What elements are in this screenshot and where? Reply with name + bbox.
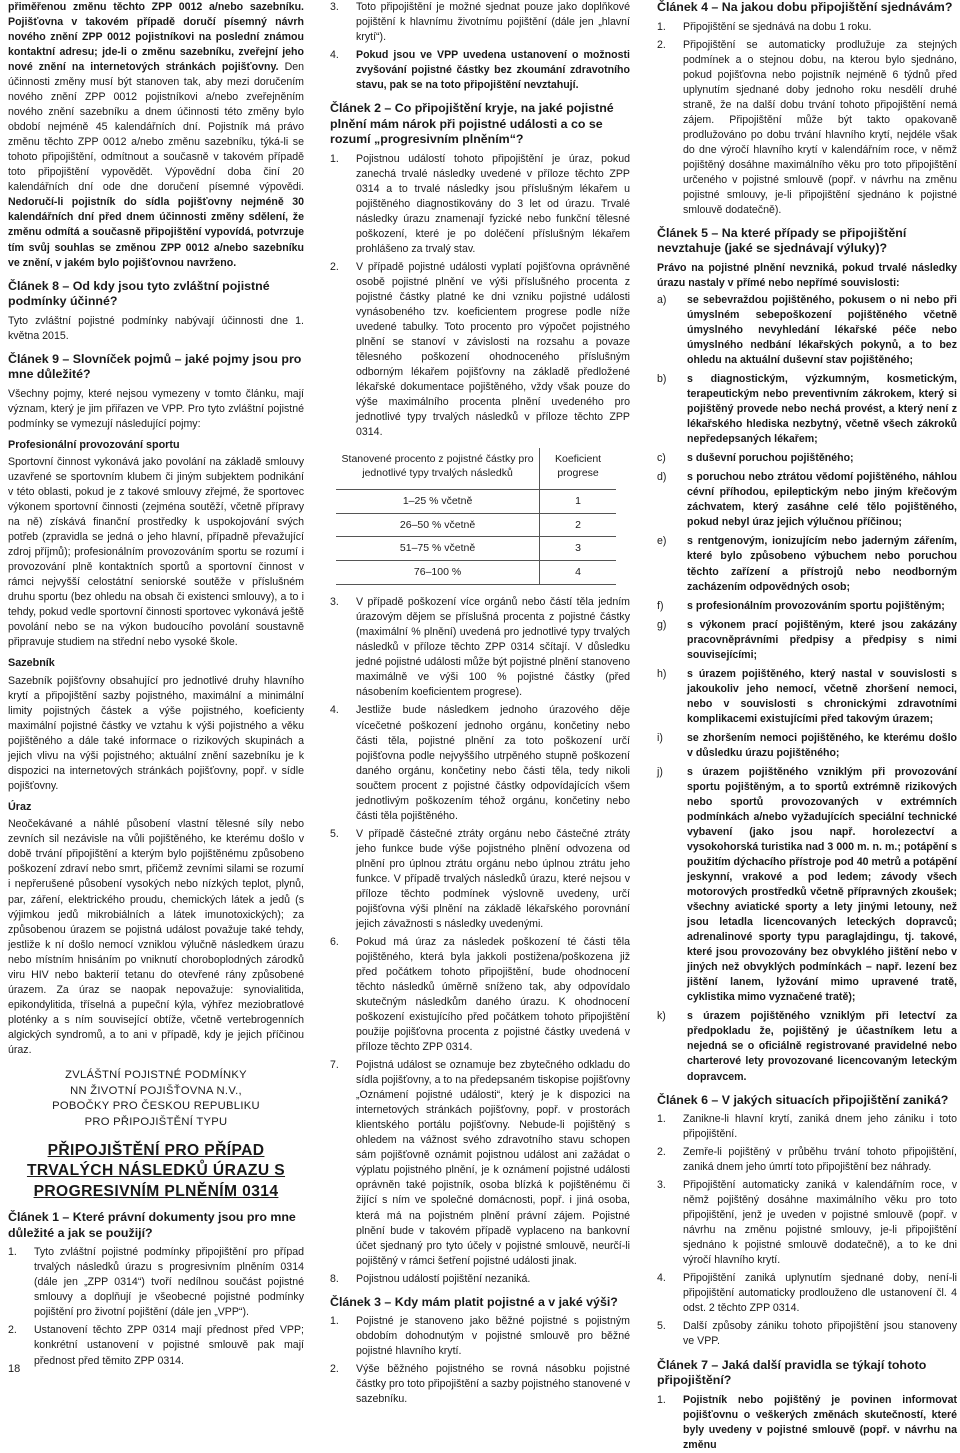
list-item-number: d) bbox=[657, 471, 667, 484]
list-item-number: 5. bbox=[657, 1320, 666, 1333]
list-item-text: s rentgenovým, ionizujícím nebo jaderným zářením, které bylo způsobeno výbuchem nebo poruchou těchto zařízení a přístrojů nebo neodborným zacházením odpovědných osob; bbox=[687, 535, 957, 593]
list-item-number: 3. bbox=[330, 596, 339, 609]
list-item-number: f) bbox=[657, 599, 664, 612]
table-row bbox=[336, 537, 616, 561]
article-5-list bbox=[657, 293, 957, 1085]
table-cell-coefficient: 4 bbox=[540, 561, 616, 585]
article-7-list bbox=[657, 1393, 957, 1453]
list-item-number: b) bbox=[657, 373, 667, 386]
list-item-text: Zemře-li pojištěný v průběhu trvání tohoto připojištění, zaniká dnem jeho úmrtí toto připojištění bez náhrady. bbox=[683, 1146, 957, 1174]
list-item bbox=[330, 0, 630, 45]
list-item bbox=[657, 534, 957, 594]
list-item bbox=[657, 1112, 957, 1142]
caps-heading-line: POBOČKY PRO ČESKOU REPUBLIKU bbox=[52, 1100, 260, 1113]
list-item bbox=[330, 827, 630, 932]
article-3-title: Článek 3 – Kdy mám platit pojistné a v jaké výši? bbox=[330, 1294, 618, 1309]
list-item-number: a) bbox=[657, 293, 667, 306]
list-item-text: Výše běžného pojistného se rovná násobku pojistné částky pro toto připojištění a sazby pojistného stanovené v sazebníku. bbox=[356, 1363, 630, 1406]
term-title: Sazebník bbox=[8, 657, 55, 670]
table-header-left: Stanovené procento z pojistné částky pro jednotlivé typy trvalých následků bbox=[336, 448, 540, 489]
intro-bold-text-2: Nedoručí-li pojistník do sídla pojišťovny nejméně 30 kalendářních dní před dnem účinnosti změny sdělení, že změnu odmítá a současně připojištění vypovídá, potvrzuje tím svůj souhlas se změnou ZPP 0012 a/nebo sazebníku ve znění, v jakém bylo pojišťovnou navrženo. bbox=[8, 196, 304, 269]
article-9-text: Všechny pojmy, které nejsou vymezeny v tomto článku, mají význam, který je jim přiřazen ve VPP. Pro tyto zvláštní pojistné podmínky se vymezují následující pojmy: bbox=[8, 387, 304, 430]
list-item bbox=[657, 667, 957, 727]
article-9-title: Článek 9 – Slovníček pojmů – jaké pojmy jsou pro mne důležité? bbox=[8, 351, 302, 382]
article-7-title: Článek 7 – Jaká další pravidla se týkají tohoto připojištění? bbox=[657, 1357, 927, 1387]
list-item bbox=[657, 20, 957, 35]
list-item bbox=[330, 260, 630, 440]
list-item bbox=[657, 1393, 957, 1453]
intro-text: Den účinnosti změny musí být stanoven tak, aby mezi doručením nového znění ZPP 0012 pojistníkovi a/nebo zveřejněním nového znění sazebníku a dnem účinnosti této změny bylo období nejméně 45 kalendářních dní. Pojistník má právo změnu těchto ZPP 0012 a/nebo změnu sazebníku, týká-li se tohoto připojištění, odmítnout a současně v takovém případě toto připojištění vypovědět. Výpovědní doba činí 20 kalendářních dní ode dne doručení písemné výpovědi. bbox=[8, 61, 304, 194]
list-item-number: 3. bbox=[657, 1179, 666, 1192]
term-title: Profesionální provozování sportu bbox=[8, 438, 180, 451]
list-item-text: Jestliže bude následkem jednoho úrazového děje vícečetné poškození jednoho orgánu, končetiny nebo části těla, pojistné plnění za toto poškození určí pojišťovna podle nejvyššího utrpěného stupně poškození daného orgánu, končetiny nebo části těla, tedy nikoli součtem procent z pojistné částky odpovídajících všem jednotlivým poškozením téhož orgánu, končetiny nebo části těla pojištěného. bbox=[356, 704, 630, 822]
table-cell-range: 1–25 % včetně bbox=[336, 489, 540, 513]
list-item-text: Připojištění se automaticky prodlužuje za stejných podmínek a o stejnou dobu, na kterou bylo sjednáno, pokud pojišťovna nebo pojistník nejméně 6 týdnů před uplynutím sjednané doby jednoho roku nesdělí druhé straně, že na další dobu trvání tohoto připojištění nemá zájem. Připojištění může být takto opakovaně prodlužováno po dobu trvání hlavního krytí, nejdéle však do dne výročí hlavního krytí v kalendářním roce, v němž pojištěný dosáhne maximálního věku pro toto připojištění určeného v pojistné smlouvě (popř. v návrhu na změnu pojistné smlouvy, je-li připojištění sjednáno k pojistné smlouvě dodatečně). bbox=[683, 38, 957, 216]
list-item-number: 4. bbox=[657, 1272, 666, 1285]
list-item bbox=[657, 1009, 957, 1084]
list-item-number: h) bbox=[657, 667, 667, 680]
article-1-list-cont bbox=[330, 0, 630, 93]
list-item-number: 2. bbox=[657, 1146, 666, 1159]
list-item-text: s úrazem pojištěného vzniklým při letectví za předpokladu že, pojištěný je účastníkem letu a nejedná se o oficiálně registrované pravidelné nebo charterové lety provozované licencovaným leteckým dopravcem. bbox=[687, 1010, 957, 1083]
list-item-number: i) bbox=[657, 731, 663, 744]
list-item bbox=[330, 1272, 630, 1287]
list-item-text: Pojistné je stanoveno jako běžné pojistné s pojistným obdobím dohodnutým v pojistné smlouvě pro běžné pojistné hlavního krytí. bbox=[356, 1315, 630, 1358]
list-item-text: s diagnostickým, výzkumným, kosmetickým, terapeutickým nebo preventivním zákrokem, který si pojištěný provede nebo nechá provést, a který není z lékařského hlediska nezbytný, včetně všech zákroků nepředepsaných lékařem; bbox=[687, 373, 957, 446]
list-item bbox=[657, 38, 957, 218]
list-item bbox=[657, 599, 957, 614]
list-item-number: c) bbox=[657, 452, 666, 465]
list-item-text: V případě částečné ztráty orgánu nebo částečné ztráty jeho funkce bude výše pojistného plnění odvozena od plnění pro úplnou ztrátu orgánu nebo úplnou ztrátu jeho funkce. V případě trvalých následků úrazu, které nejsou v příloze těchto podmínek výslovně uvedeny, určí pojišťovna výši plnění na základě lékařského porovnání jejich závažnosti s následky uvedenými. bbox=[356, 827, 630, 930]
caps-heading bbox=[8, 1068, 304, 1131]
term-text: Sportovní činnost vykonává jako povolání na základě smlouvy uzavřené se sportovním klubem či jiným subjektem podnikání v této oblasti, pokud je z takové smlouvy zřejmé, že sportovec výkonem sportovní činnosti (zejména soutěží, včetně přípravy na ně) získává finanční prostředky k uspokojování svých potřeb (zpravidla se jedná o jeho hlavní, případně převažující zdroj příjmů); profesionálním provozováním sportu se rozumí i provozování plně kontaktních sportů a sportovní činnost v rámci nejvyšší celostátní seniorské soutěže v příslušném druhu sportu (bez ohledu na obsah či existenci smlouvy), a to i tehdy, pokud vedle sportovní činnosti sportovec vykonává ještě povolání nebo se na výkon budoucího povolání soustavně připravuje studiem na střední nebo vysoké škole. bbox=[8, 456, 304, 649]
list-item-text: Pokud jsou ve VPP uvedena ustanovení o možnosti zvyšování pojistné částky bez zkoumání zdravotního stavu, pak se na toto připojištění nevztahují. bbox=[356, 49, 630, 92]
table-row bbox=[336, 513, 616, 537]
list-item-text: s poruchou nebo ztrátou vědomí pojištěného, náhlou cévní příhodou, epileptickým nebo jiným křečovým záchvatem, který zasáhne celé tělo pojištěného, pokud nebyl úraz jejich výlučnou příčinou; bbox=[687, 471, 957, 529]
column-middle bbox=[330, 0, 630, 1406]
list-item bbox=[657, 1178, 957, 1268]
article-5-title: Článek 5 – Na které případy se připojištění nevztahuje (jaké se sjednávají výluky)? bbox=[657, 225, 907, 256]
list-item bbox=[657, 618, 957, 663]
intro-bold-text: přiměřenou změnu těchto ZPP 0012 a/nebo sazebníku. Pojišťovna v takovém případě doručí písemný návrh nového znění ZPP 0012 pojistníkovi na poslední známou kontaktní adresu; jde-li o změnu sazebníku, zveřejní jeho nové znění na internetových stránkách pojišťovny. bbox=[8, 1, 304, 74]
list-item-text: Zanikne-li hlavní krytí, zaniká dnem jeho zániku i toto připojištění. bbox=[683, 1113, 957, 1141]
list-item bbox=[330, 1314, 630, 1359]
article-6-title: Článek 6 – V jakých situacích připojištění zaniká? bbox=[657, 1092, 949, 1107]
table-cell-range: 26–50 % včetně bbox=[336, 513, 540, 537]
list-item-number: 3. bbox=[330, 1, 339, 13]
list-item bbox=[657, 372, 957, 447]
list-item bbox=[657, 1271, 957, 1316]
table-cell-coefficient: 3 bbox=[540, 537, 616, 561]
list-item-number: 1. bbox=[657, 1113, 666, 1126]
article-4-list bbox=[657, 20, 957, 218]
list-item-number: 2. bbox=[330, 260, 339, 273]
list-item bbox=[657, 731, 957, 761]
article-2-title: Článek 2 – Co připojištění kryje, na jaké pojistné plnění mám nárok při pojistné události a co se rozumí „progresivním plněním“? bbox=[330, 101, 614, 147]
list-item-text: Další způsoby zániku tohoto připojištění jsou stanoveny ve VPP. bbox=[683, 1320, 957, 1348]
intro-paragraph bbox=[8, 0, 304, 271]
list-item-number: 2. bbox=[657, 38, 666, 51]
term-text: Neočekávané a náhlé působení vlastní tělesné síly nebo zevních sil nezávisle na vůli pojištěného, ke kterému došlo v době trvání připojištění a kterým bylo pojištěnému způsobeno poškození zdraví nebo smrt, přičemž zevními silami se rozumí i nepřerušené působení vysokých nebo nízkých teplot, plynů, par, záření, elektrického proudu, chemických látek a jedů (s výjimkou jedů mikrobiálních a látek imunotoxických); za způsobenou úrazem se pojistná událost považuje také tehdy, jestliže k ní došlo nemocí vzniklou výlučně následkem úrazu nebo místním hnisáním po vniknutí choroboplodných zárodků viru HIV nebo bakterií tetanu do otevřené rány způsobené úrazem. Za úraz se naopak nepovažuje: synovialitida, epikondylitida, tříselná a pupeční kýla, výhřez meziobratlové ploténky a s ním související obtíže, včetně vertebrogenních algických syndromů, a to ani v případě, kdy je jejich příčinou úraz. bbox=[8, 818, 304, 1056]
list-item bbox=[8, 1323, 304, 1368]
article-4-title: Článek 4 – Na jakou dobu připojištění sjednávám? bbox=[657, 0, 953, 14]
list-item bbox=[657, 451, 957, 466]
list-item-text: s duševní poruchou pojištěného; bbox=[687, 452, 854, 465]
list-item-number: e) bbox=[657, 535, 667, 548]
list-item-text: Pojistnou událostí tohoto připojištění je úraz, pokud zanechá trvalé následky uvedené v příloze těchto ZPP 0314 a to trvalé následky jsou příslušným lékařem u pojištěného diagnostikovány do 3 let od úrazu. Trvalé následky úrazu znamenají fyzické nebo funkční tělesné poškození, které je po doléčení příslušným lékařem prohlášeno za trvalý stav. bbox=[356, 152, 630, 255]
article-8-text: Tyto zvláštní pojistné podmínky nabývají účinnosti dne 1. května 2015. bbox=[8, 314, 304, 342]
list-item-number: 1. bbox=[8, 1246, 17, 1259]
list-item-text: s profesionálním provozováním sportu pojištěným; bbox=[687, 599, 945, 612]
list-item-text: s úrazem pojištěného, který nastal v souvislosti s jakoukoliv jeho nemocí, včetně zhoršení nemoci, nebo v souvislosti s chronickými zdravotními komplikacemi existujícími před takovým úrazem; bbox=[687, 667, 957, 725]
term-title: Úraz bbox=[8, 801, 32, 814]
list-item bbox=[657, 765, 957, 1006]
article-6-list bbox=[657, 1112, 957, 1349]
list-item-number: 5. bbox=[330, 827, 339, 840]
list-item-number: 4. bbox=[330, 49, 339, 62]
list-item-number: 4. bbox=[330, 704, 339, 717]
list-item bbox=[330, 1058, 630, 1268]
list-item bbox=[330, 703, 630, 823]
list-item bbox=[330, 935, 630, 1055]
article-1-list bbox=[8, 1245, 304, 1368]
list-item-text: V případě pojistné události vyplatí pojišťovna oprávněné osobě pojistné plnění ve výši příslušného procenta z pojistné částky platné ke dni vzniku pojistné události vynásobeného tzv. koeficientem progrese podle níže uvedené tabulky. Toto procento pro výpočet pojistného plnění se stanoví v závislosti na rozsahu a povaze tělesného poškození ohodnoceného příslušným odborným lékařem pojišťovny na základě předložené lékařské dokumentace pojištěného, vždy však pouze do výše maximálního procenta plnění uvedeného pro jednotlivé typy trvalých následků v příloze těchto ZPP 0314. bbox=[356, 260, 630, 439]
list-item-text: Pojistnou událostí pojištění nezaniká. bbox=[356, 1272, 531, 1285]
column-right bbox=[657, 0, 957, 1451]
list-item-text: s výkonem prací pojištěným, které jsou zakázány pracovněprávními předpisy a předpisy s nimi souvisejícími; bbox=[687, 618, 957, 661]
list-item bbox=[330, 48, 630, 93]
table-header-right: Koeficient progrese bbox=[540, 448, 616, 489]
list-item bbox=[657, 1319, 957, 1349]
article-5-intro: Právo na pojistné plnění nevzniká, pokud trvalé následky úrazu nastaly v přímé nebo nepřímé souvislosti: bbox=[657, 261, 957, 289]
list-item-number: k) bbox=[657, 1010, 666, 1023]
list-item bbox=[330, 152, 630, 257]
term-text: Sazebník pojišťovny obsahující pro jednotlivé druhy hlavního krytí a připojištění sazby pojistného, maximální a minimální limity pojistných částek a výše pojistného, koeficienty maximální pojistné částky ve vztahu k výši pojistného a věku pojištěného a dále také informace o rizikových skupinách a jejich vlivu na výši pojistného; aktuální znění sazebníku je k dispozici na internetových stránkách pojišťovny, popř. v sídle pojišťovny. bbox=[8, 674, 304, 792]
list-item-text: se zhoršením nemoci pojištěného, ke kterému došlo v důsledku úrazu pojištěného; bbox=[687, 731, 957, 759]
list-item-number: 2. bbox=[8, 1324, 17, 1337]
list-item-text: Připojištění automaticky zaniká v kalendářním roce, v němž pojištěný dosáhne maximálního věku pro toto připojištění, jenž je uveden v pojistné smlouvě (popř. v návrhu na změnu pojistné smlouvy, je-li připojištění sjednáno k pojistné smlouvě dodatečně), a to ke dni výročí hlavního krytí. bbox=[683, 1179, 957, 1267]
table-cell-range: 51–75 % včetně bbox=[336, 537, 540, 561]
table-row bbox=[336, 561, 616, 585]
caps-heading-line: PRO PŘIPOJIŠTĚNÍ TYPU bbox=[84, 1115, 228, 1128]
list-item-number: 2. bbox=[330, 1363, 339, 1376]
list-item-text: se sebevraždou pojištěného, pokusem o ni nebo při úmyslném sebepoškození pojištěného včetně úmyslného nevyhledání lékařské péče nebo úmyslného nedbání lékařských pokynů, a to bez ohledu na aktuální duševní stav pojištěného; bbox=[687, 293, 957, 367]
article-2-list-a bbox=[330, 152, 630, 441]
list-item bbox=[8, 1245, 304, 1320]
progression-table bbox=[336, 448, 616, 585]
list-item-text: Toto připojištění je možné sjednat pouze jako doplňkové pojištění k hlavnímu životnímu pojištění (dále jen „hlavní krytí“). bbox=[356, 1, 630, 44]
list-item-number: 1. bbox=[330, 152, 339, 165]
caps-heading-line: NN ŽIVOTNÍ POJIŠŤOVNA N.V., bbox=[70, 1084, 242, 1097]
list-item-text: s úrazem pojištěného vzniklým při provozování sportu pojištěným, a to sportů extrémně rizikových nebo sportů provozovaných v extrémních podmínkách a/nebo vyžadujících speciální technické vybavení (jako jsou např. horolezectví a vysokohorská turistika nad 3 000 m. n. m.; potápění s použitím dýchacího přístroje pod 40 metrů a potápění jeskynní, vrakové a pod ledem; závody všech motorových prostředků včetně přípravných zkoušek; všechny aviatické sporty a lety jinými letouny, než jsou letadla licencovaných leteckých dopravců; adrenalinové sporty typu paraglajdingu, tj. takové, které jsou provozovány bez obvyklého jištění nebo v jiných než obvyklých podmínkách – např. lezení bez jištění lanem, lyžování mimo upravené tratě, cyklistika mimo vyznačené tratě); bbox=[687, 765, 957, 1004]
table-row bbox=[336, 489, 616, 513]
list-item bbox=[330, 595, 630, 700]
article-8-title: Článek 8 – Od kdy jsou tyto zvláštní pojistné podmínky účinné? bbox=[8, 278, 270, 309]
table-cell-coefficient: 1 bbox=[540, 489, 616, 513]
list-item-number: 6. bbox=[330, 935, 339, 948]
list-item bbox=[657, 293, 957, 368]
table-cell-coefficient: 2 bbox=[540, 513, 616, 537]
column-left bbox=[8, 0, 304, 1367]
list-item bbox=[657, 1145, 957, 1175]
list-item-text: Pokud má úraz za následek poškození té části těla pojištěného, která byla jakkoli postižena/poškozena již před počátkem tohoto připojištění, bude ohodnocení těchto následků úměrně sníženo tak, aby odpovídalo skutečným následkům daného úrazu. K ohodnocení poškození existujícího před počátkem tohoto připojištění použije pojišťovna procenta z pojistné částky uvedená v příloze těchto ZPP 0314. bbox=[356, 935, 630, 1054]
list-item-number: g) bbox=[657, 618, 667, 631]
list-item-number: 1. bbox=[657, 1393, 666, 1406]
article-1-title: Článek 1 – Které právní dokumenty jsou pro mne důležité a jak se použijí? bbox=[8, 1210, 296, 1240]
list-item-text: Připojištění se sjednává na dobu 1 roku. bbox=[683, 20, 872, 33]
list-item-number: 1. bbox=[330, 1315, 339, 1328]
caps-heading-line: ZVLÁŠTNÍ POJISTNÉ PODMÍNKY bbox=[65, 1068, 247, 1081]
list-item-text: V případě poškození více orgánů nebo částí těla jedním úrazovým dějem se příslušná procenta z pojistné částky (maximální % plnění) uvedená pro jednotlivé typy trvalých následků v příloze těchto ZPP 0314 sčítají. V důsledku jedné pojistné události může být pojistné plnění stanoveno maximálně ve výši 100 % pojistné částky (před násobením koeficientem progrese). bbox=[356, 596, 630, 699]
list-item-text: Pojistná událost se oznamuje bez zbytečného odkladu do sídla pojišťovny, a to na předepsaném tiskopise pojišťovny „Oznámení pojistné události“, který je k dispozici na internetových stránkách pojišťovny, popř. v prostorách klientského portálu pojišťovny. Nebude-li pojištěný s ohledem na vážnost svého zdravotního stavu schopen sám pojišťovně oznámit pojistnou událost ani zažádat o výplatu pojistného plnění, je k oznámení pojistné události oprávněn také pojistník, osoba blízká k pojištěnému či žijící s ním ve společné domácnosti, popř. i jiná osoba, která má na pojistném plnění právní zájem. Pojistné plnění bude v takovém případě vyplaceno na bankovní účet sjednaný pro tyto účely v pojistné smlouvě, neurčí-li pojištěný v rámci šetření pojistné události jinak. bbox=[356, 1059, 630, 1267]
list-item-number: 1. bbox=[657, 20, 666, 33]
list-item-number: 8. bbox=[330, 1272, 339, 1285]
article-3-list bbox=[330, 1314, 630, 1407]
article-2-list-b bbox=[330, 595, 630, 1286]
list-item bbox=[657, 470, 957, 530]
table-cell-range: 76–100 % bbox=[336, 561, 540, 585]
list-item-text: Ustanovení těchto ZPP 0314 mají přednost před VPP; konkrétní ustanovení v pojistné smlouvě pak mají přednost před těmito ZPP 0314. bbox=[34, 1324, 304, 1367]
document-title: PŘIPOJIŠTĚNÍ PRO PŘÍPAD TRVALÝCH NÁSLEDKŮ ÚRAZU S PROGRESIVNÍM PLNĚNÍM 0314 bbox=[26, 1141, 286, 1200]
list-item-text: Připojištění zaniká uplynutím sjednané doby, není-li připojištění automaticky prodlouženo dle ustanovení čl. 4 odst. 2 těchto ZPP 0314. bbox=[683, 1272, 957, 1315]
list-item bbox=[330, 1362, 630, 1407]
list-item-number: j) bbox=[657, 765, 663, 778]
page-number: 18 bbox=[8, 1363, 21, 1375]
list-item-number: 7. bbox=[330, 1059, 339, 1072]
list-item-text: Tyto zvláštní pojistné podmínky připojištění pro případ trvalých následků úrazu s progresivním plněním 0314 (dále jen „ZPP 0314“) tvoří nedílnou součást pojistné smlouvy a doplňují je všeobecné pojistné podmínky pojištění pro životní pojištění (dále jen „VPP“). bbox=[34, 1246, 304, 1319]
list-item-text: Pojistník nebo pojištěný je povinen informovat pojišťovnu o veškerých změnách skutečností, které byly uvedeny v pojistné smlouvě (popř. v návrhu na změnu bbox=[683, 1393, 957, 1451]
